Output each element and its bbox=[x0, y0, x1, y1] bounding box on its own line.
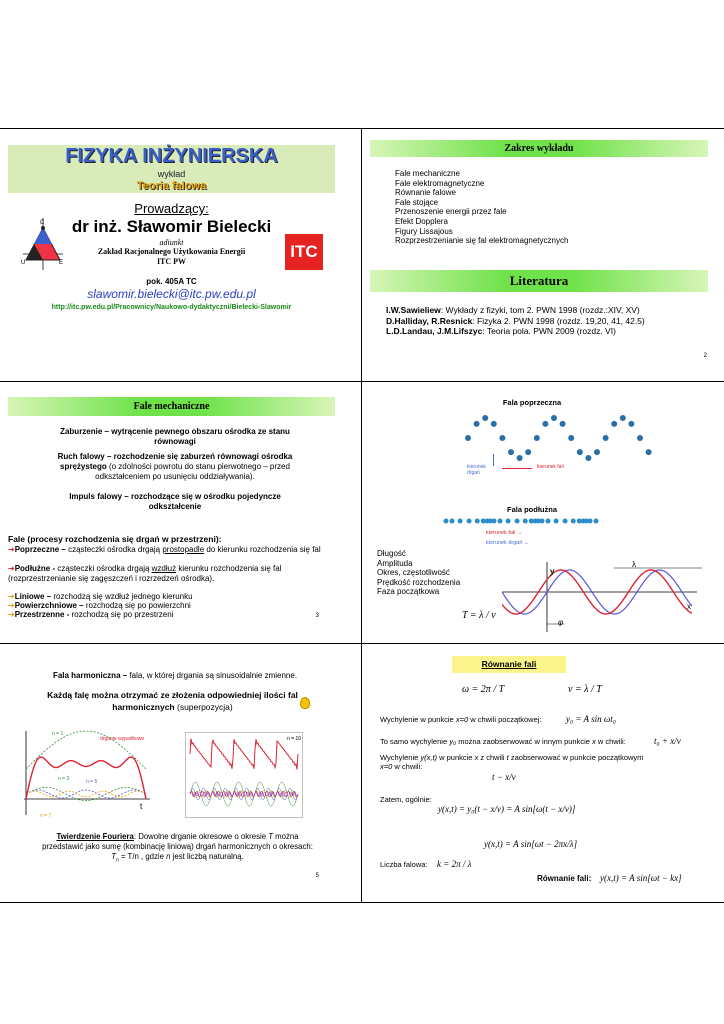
period-formula: T = λ / v bbox=[462, 610, 496, 621]
label-n7: n = 7 bbox=[40, 813, 52, 819]
transverse-item: ➔Poprzeczne – cząsteczki ośrodka drgają prostopadle do kierunku rozchodzenia się fal bbox=[8, 545, 321, 554]
spatial-item: ➔Przestrzenne - rozchodzą się po przestrzeni bbox=[8, 610, 174, 619]
particle-dot bbox=[475, 519, 480, 524]
param-item: Okres, częstotliwość bbox=[377, 568, 450, 577]
param-item: Amplituda bbox=[377, 558, 413, 568]
lecturer-name: dr inż. Sławomir Bielecki bbox=[71, 217, 272, 236]
particle-dot bbox=[588, 519, 593, 524]
particle-dot bbox=[646, 449, 652, 455]
transverse-title: Fala poprzeczna bbox=[502, 398, 562, 407]
transverse-arrow-right bbox=[502, 468, 532, 469]
literature-header: Literatura bbox=[370, 270, 708, 292]
lecturer-label: Prowadzący: bbox=[134, 201, 209, 216]
lecturer-position: adiunkt bbox=[159, 238, 184, 247]
logo-letter-e: E bbox=[59, 260, 64, 266]
particle-dot bbox=[491, 421, 497, 427]
particle-dot bbox=[444, 519, 449, 524]
label-n1: n = 1 bbox=[52, 731, 64, 737]
label-t: t bbox=[140, 802, 143, 811]
surface-item: ➔Powierzchniowe – rozchodzą się po powierzchni bbox=[8, 601, 191, 610]
particle-dot bbox=[554, 519, 559, 524]
slide-harmonic-wave bbox=[0, 644, 361, 902]
scope-item: Efekt Dopplera bbox=[395, 216, 448, 226]
particle-dot bbox=[498, 519, 503, 524]
legend-oscillation: kierunek drgań ↔ bbox=[486, 540, 530, 546]
fourier-synthesis-chart bbox=[20, 729, 155, 817]
particle-dot bbox=[603, 435, 609, 441]
sawtooth-fourier-chart bbox=[185, 732, 303, 818]
transverse-wave-diagram bbox=[460, 408, 660, 468]
lambda-label: λ bbox=[632, 560, 636, 569]
longitudinal-title: Fala podłużna bbox=[506, 505, 557, 514]
slide-mechanical-waves bbox=[0, 382, 361, 643]
particle-dot bbox=[467, 519, 472, 524]
equation-header: Równanie fali bbox=[452, 656, 566, 673]
dir-oscillation-label: kierunek drgań bbox=[467, 464, 486, 476]
eq-deflection: t − x/v bbox=[492, 772, 516, 782]
course-topic: Teoria falowa bbox=[136, 180, 207, 192]
scope-item: Rozprzestrzenianie się fal elektromagnetycznych bbox=[395, 236, 569, 246]
longitudinal-item: ➔Podłużne - cząsteczki ośrodka drgają wzdłuż kierunku rozchodzenia się fal (rozprzestrzenianie się zagęszczeń i rozrzedzeń ośrodka). bbox=[8, 564, 282, 583]
particle-dot bbox=[465, 435, 471, 441]
legend-propagation: kierunek fali → bbox=[486, 530, 523, 536]
scope-item: Równanie falowe bbox=[395, 188, 456, 198]
dir-propagation-label: kierunek fali bbox=[537, 464, 564, 470]
scope-header: Zakres wykładu bbox=[370, 140, 708, 157]
waves-heading: Fale (procesy rozchodzenia się drgań w przestrzeni): bbox=[8, 534, 222, 544]
page-number: 3 bbox=[315, 613, 319, 619]
particle-dot bbox=[594, 519, 599, 524]
slide-wave-equation bbox=[362, 644, 724, 902]
slide-scope bbox=[362, 129, 724, 381]
wave-motion-def: Ruch falowy – rozchodzenie się zaburzeń równowagi ośrodka sprężystego (o zdolności powrotu do stanu pierwotnego – przed odkształceniem po usunięciu oddziaływania). bbox=[57, 452, 293, 481]
superposition-text: Każdą falę można otrzymać ze złożenia odpowiedniej ilości fal harmonicznych (superpozycja) bbox=[47, 690, 298, 712]
eq-initial: y₀ = A sin ωt₀ bbox=[566, 714, 616, 724]
eq-same: t₀ + x/v bbox=[654, 736, 681, 746]
department: Zakład Racjonalnego Użytkowania Energii bbox=[97, 247, 246, 256]
disturbance-def: Zaburzenie – wytrącenie pewnego obszaru ośrodka ze stanu równowagi bbox=[60, 427, 290, 446]
particle-dot bbox=[534, 435, 540, 441]
course-subtitle: wykład bbox=[157, 169, 186, 179]
particle-dot bbox=[585, 455, 591, 461]
particle-dot bbox=[458, 519, 463, 524]
homepage-link[interactable]: http://itc.pw.edu.pl/Pracownicy/Naukowo-dydaktyczni/Bielecki-Slawomir bbox=[51, 304, 292, 311]
logo-letter-u: U bbox=[21, 260, 26, 266]
linear-item: ➔Liniowe – rozchodzą się wzdłuż jednego kierunku bbox=[8, 592, 193, 601]
phi-label: φ bbox=[558, 618, 564, 627]
particle-dot bbox=[492, 519, 497, 524]
longitudinal-wave-diagram bbox=[442, 516, 652, 526]
particle-dot bbox=[517, 455, 523, 461]
particle-dot bbox=[474, 421, 480, 427]
slide-wave-parameters bbox=[362, 382, 724, 643]
literature-item: D.Halliday, R.Resnick: Fizyka 2. PWN 1998 (rozdz. 19,20, 41, 42.5) bbox=[386, 315, 645, 326]
scope-item: Fale elektromagnetyczne bbox=[395, 178, 485, 188]
line-initial: Wychylenie w punkcie x=0 w chwili początkowej: bbox=[380, 715, 542, 724]
particle-dot bbox=[568, 435, 574, 441]
literature-list bbox=[386, 305, 645, 337]
velocity-formula: v = λ / T bbox=[568, 684, 602, 695]
particle-dot bbox=[637, 435, 643, 441]
therefore-label: Zatem, ogólnie: bbox=[380, 795, 432, 804]
eq-general: y(x,t) = y₀(t − x/v) = A sin[ω(t − x/v)] bbox=[438, 804, 576, 814]
particle-dot bbox=[542, 421, 548, 427]
page-number: 5 bbox=[315, 873, 319, 879]
particle-dot bbox=[525, 449, 531, 455]
axis-y-label: y bbox=[550, 567, 555, 576]
slide-title bbox=[0, 129, 361, 381]
line-deflection: Wychylenie y(x,t) w punkcie x z chwili t zaobserwować w punkcie początkowym x=0 w chwili: bbox=[380, 753, 644, 771]
chart-frame bbox=[186, 733, 303, 818]
particle-dot bbox=[450, 519, 455, 524]
label-n3: n = 3 bbox=[58, 776, 70, 782]
omega-formula: ω = 2π / T bbox=[462, 684, 505, 695]
final-equation: y(x,t) = A sin[ωt − kx] bbox=[600, 873, 682, 883]
particle-dot bbox=[571, 519, 576, 524]
harmonic-n7 bbox=[26, 791, 146, 797]
email-link[interactable]: slawomir.bielecki@itc.pw.edu.pl bbox=[87, 287, 256, 301]
scope-item: Fale stojące bbox=[395, 197, 439, 207]
lightbulb-icon bbox=[300, 697, 310, 709]
param-item: Faza początkowa bbox=[377, 587, 440, 596]
page-border-bottom bbox=[0, 902, 724, 903]
literature-item: L.D.Landau, J.M.Lifszyc: Teoria pola. PWN 2009 (rozdz. VI) bbox=[386, 326, 616, 336]
fourier-theorem: Twierdzenie Fouriera: Dowolne drganie okresowe o okresie T można przedstawić jako sumę (kombinację liniową) drgań harmonicznych o okresach: $T_n = T/n$ , gdzie n jest liczbą naturalną. bbox=[42, 832, 313, 864]
wave-params-list bbox=[377, 549, 460, 597]
particle-dot bbox=[482, 415, 488, 421]
particle-dot bbox=[620, 415, 626, 421]
particle-dot bbox=[628, 421, 634, 427]
mechanical-header: Fale mechaniczne bbox=[8, 397, 335, 416]
axis-x-label: x bbox=[687, 602, 691, 611]
particle-dot bbox=[546, 519, 551, 524]
scope-item: Fale mechaniczne bbox=[395, 169, 460, 178]
itc-logo: ITC bbox=[285, 234, 323, 270]
particle-dot bbox=[508, 449, 514, 455]
scope-item: Figury Lissajous bbox=[395, 226, 453, 236]
particle-dot bbox=[499, 435, 505, 441]
particle-dot bbox=[611, 421, 617, 427]
particle-dot bbox=[506, 519, 511, 524]
particle-dot bbox=[594, 449, 600, 455]
harmonic-def: Fala harmoniczna – fala, w której drgania są sinusoidalnie zmienne. bbox=[52, 671, 298, 680]
param-item: Długość bbox=[377, 549, 406, 558]
particle-dot bbox=[577, 449, 583, 455]
literature-item: I.W.Sawieliew: Wykłady z fizyki, tom 2. PWN 1998 (rozdz.:XIV, XV) bbox=[386, 305, 640, 315]
particle-dot bbox=[523, 519, 528, 524]
particle-dot bbox=[551, 415, 557, 421]
eq-lambda: y(x,t) = A sin[ωt − 2πx/λ] bbox=[484, 839, 578, 849]
particle-dot bbox=[563, 519, 568, 524]
label-n10: n = 10 bbox=[287, 736, 302, 742]
sine-wave-plot bbox=[502, 562, 702, 634]
final-label: Równanie fali: bbox=[537, 874, 592, 883]
particle-dot bbox=[515, 519, 520, 524]
logo-letter-c: C bbox=[40, 220, 45, 226]
particle-dot bbox=[560, 421, 566, 427]
room: pok. 405A TC bbox=[146, 277, 197, 286]
param-item: Prędkość rozchodzenia bbox=[377, 577, 461, 587]
scope-item: Przenoszenie energii przez fale bbox=[395, 207, 507, 217]
course-title: FIZYKA INŻYNIERSKA bbox=[65, 145, 278, 167]
label-resultant: drganie wypadkowe bbox=[100, 736, 145, 742]
wave-impulse-def: Impuls falowy – rozchodzące się w ośrodku pojedyncze odkształcenie bbox=[69, 492, 281, 511]
eq-wavenumber: k = 2π / λ bbox=[437, 859, 472, 869]
wavenumber-label: Liczba falowa: bbox=[380, 860, 428, 869]
label-n5: n = 5 bbox=[86, 779, 98, 785]
institute: ITC PW bbox=[156, 257, 187, 266]
line-same: To samo wychylenie y₀ można zaobserwować w innym punkcie x w chwili: bbox=[380, 737, 626, 746]
page-number: 2 bbox=[703, 353, 707, 359]
scope-list bbox=[395, 169, 568, 246]
particle-dot bbox=[540, 519, 545, 524]
